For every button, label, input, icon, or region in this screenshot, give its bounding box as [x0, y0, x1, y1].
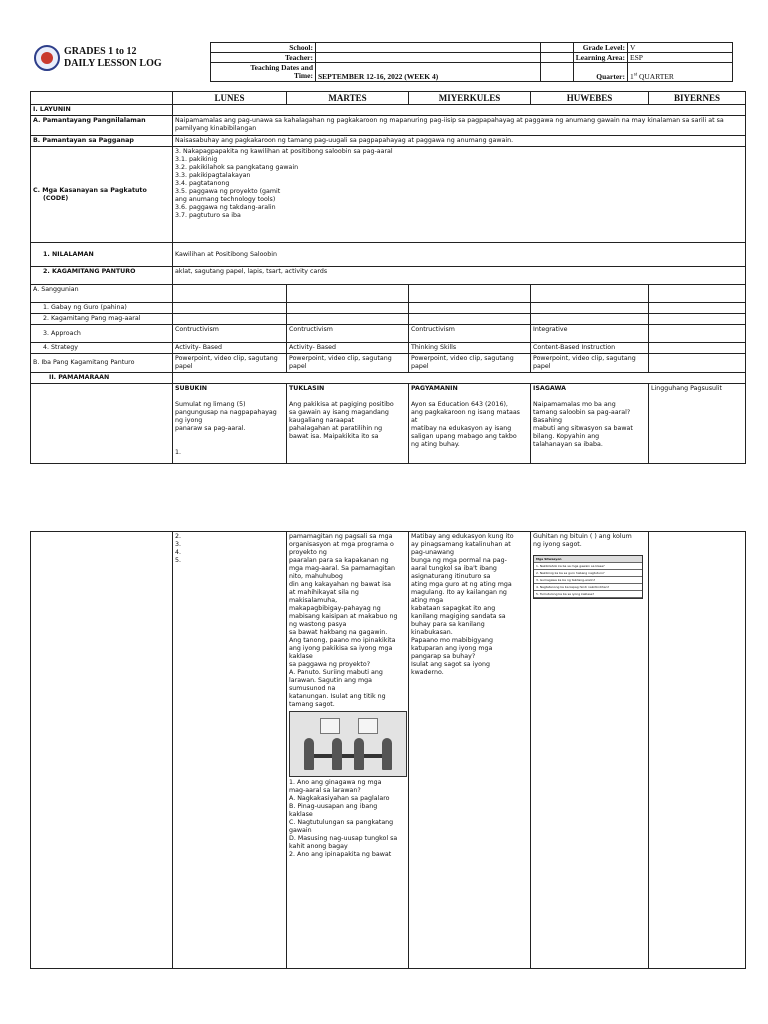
- kasanayan-line: 3.7. pagtuturo sa iba: [175, 212, 241, 219]
- kasanayan-label-2: (CODE): [43, 194, 69, 202]
- subukin-title: SUBUKIN: [175, 385, 208, 392]
- p2-line: Guhitan ng bituin ( ) ang kolum: [533, 533, 632, 540]
- proc-line: [533, 393, 646, 401]
- proc-line: pangungusap na nagpapahayag: [175, 409, 277, 416]
- iba-biyernes: [649, 354, 746, 373]
- nilalaman-text: Kawilihan at Positibong Saloobin: [173, 243, 746, 267]
- proc-line: talahanayan sa ibaba.: [533, 441, 603, 448]
- school-value: [316, 43, 574, 53]
- proc-line: [175, 393, 284, 401]
- day-miyerkules: MIYERKULES: [409, 92, 531, 105]
- proc-line: ng iyong: [175, 417, 203, 424]
- strategy-martes: Activity- Based: [287, 343, 409, 354]
- proc-line: bilang. Kopyahin ang: [533, 433, 600, 440]
- p2-line: magulang. Ito ay kailangan ng: [411, 589, 507, 596]
- p2-line: ng wastong pasya: [289, 621, 347, 628]
- p2-line: asignaturang itinuturo sa: [411, 573, 491, 580]
- p2-line: proyekto ng: [289, 549, 327, 556]
- p2-line: kwaderno.: [411, 669, 444, 676]
- pagyamanin-title: PAGYAMANIN: [411, 385, 458, 392]
- p2-line: Matibay ang edukasyon kung ito: [411, 533, 514, 540]
- kasanayan-line: 3.5. paggawa ng proyekto (gamit: [175, 188, 281, 195]
- p2-biyernes: [649, 532, 746, 969]
- kasanayan-line: 3.3. pakikipagtalakayan: [175, 172, 251, 179]
- proc-line: matibay na edukasyon ay isang: [411, 425, 512, 432]
- layunin-blank: [173, 105, 746, 116]
- pamamaraan-label: II. PAMAMARAAN: [31, 373, 173, 384]
- p2-line: organisasyon at mga programa o: [289, 541, 394, 548]
- p2-line: 5.: [175, 557, 182, 564]
- proc-line: [175, 433, 284, 441]
- strategy-biyernes: [649, 343, 746, 354]
- proc-line: at: [411, 417, 418, 424]
- proc-line: sa gawain ay isang magandang: [289, 409, 389, 416]
- student-figure: [304, 738, 314, 770]
- proc-line: mabuti ang sitwasyon sa bawat: [533, 425, 633, 432]
- p2-line: ay pinagsamang katalinuhan at: [411, 541, 511, 548]
- deped-seal-logo: [34, 45, 60, 71]
- window-shape: [358, 718, 378, 734]
- title-line-2: DAILY LESSON LOG: [64, 58, 162, 69]
- p2-line: kabataan sapagkat ito ang: [411, 605, 496, 612]
- gabay-label: 1. Gabay ng Guro (pahina): [31, 303, 173, 314]
- p2-line: D. Masusing nag-uusap tungkol sa: [289, 835, 398, 842]
- cell-blank: [531, 303, 649, 314]
- p2-line: Isulat ang sagot sa iyong: [411, 661, 490, 668]
- p2-line: larawan. Sagutin ang mga: [289, 677, 372, 684]
- p2-line: 4.: [175, 549, 182, 556]
- p2-line: pamamagitan ng pagsali sa mga: [289, 533, 393, 540]
- p2-line: gawain: [289, 827, 312, 834]
- school-label: School:: [211, 43, 316, 53]
- lesson-grid-page2: [30, 531, 746, 969]
- iba-label: B. Iba Pang Kagamitang Panturo: [31, 354, 173, 373]
- cell-blank: [287, 314, 409, 325]
- cell-blank: [287, 303, 409, 314]
- p2-line: ating mga guro at ng ating mga: [411, 581, 512, 588]
- tuklasin-title: TUKLASIN: [289, 385, 325, 392]
- proc-line: bawat isa. Maipakikita ito sa: [289, 433, 379, 440]
- approach-miyerkules: Contructivism: [409, 325, 531, 343]
- lesson-grid-page1: [30, 91, 746, 464]
- mini-row: 5. Tumutulong ka ba sa iyong kaklase?: [534, 591, 642, 598]
- approach-huwebes: Integrative: [531, 325, 649, 343]
- p2-line: kaklase: [289, 811, 313, 818]
- cell-blank: [531, 285, 649, 303]
- p2-martes: [287, 532, 409, 969]
- layunin-label: I. LAYUNIN: [31, 105, 173, 116]
- dates-label: [211, 63, 316, 82]
- cell-blank: [173, 303, 287, 314]
- p2-line: aaral tungkol sa iba't ibang: [411, 565, 497, 572]
- p2-line: makapagbibigay-pahayag ng: [289, 605, 381, 612]
- dates-label-2: Time:: [293, 71, 313, 80]
- proc-lunes: [173, 384, 287, 464]
- proc-martes: [287, 384, 409, 464]
- proc-huwebes: [531, 384, 649, 464]
- header-left-table: [210, 42, 574, 82]
- pagganap-text: Naisasabuhay ang pagkakaroon ng tamang pag-uugali sa pagpapahayag at paggawa ng anumang gawain.: [173, 136, 746, 147]
- proc-line: [289, 393, 406, 401]
- kagamitan-text: aklat, sagutang papel, lapis, tsart, activity cards: [173, 267, 746, 285]
- sanggunian-label: A. Sanggunian: [31, 285, 173, 303]
- proc-biyernes: Lingguhang Pagsusulit: [649, 384, 746, 464]
- pagganap-label: B. Pamantayan sa Pagganap: [31, 136, 173, 147]
- p2-line: mag-aaral sa larawan?: [289, 787, 361, 794]
- p2-line: sa paggawa ng proyekto?: [289, 661, 371, 668]
- p2-line: sa bawat hakbang na gagawin.: [289, 629, 388, 636]
- p2-line: nito, mahuhubog: [289, 573, 343, 580]
- p2-line: katanungan. Isulat ang titik ng: [289, 693, 386, 700]
- p2-line: mga mag-aaral. Sa pamamagitan: [289, 565, 395, 572]
- p2-line: ang iyong pakikisa sa iyong mga: [289, 645, 393, 652]
- quarter-value: [628, 63, 733, 82]
- strategy-label: 4. Strategy: [31, 343, 173, 354]
- cell-blank: [409, 314, 531, 325]
- cell-blank: [173, 285, 287, 303]
- window-shape: [320, 718, 340, 734]
- p2-line: tamang sagot.: [289, 701, 335, 708]
- proc-line: [411, 393, 528, 401]
- cell-blank: [409, 303, 531, 314]
- title-line-1: GRADES 1 to 12: [64, 46, 137, 57]
- p2-line: at mahihikayat sila ng: [289, 589, 359, 596]
- p2-line: B. Pinag-uusapan ang ibang: [289, 803, 378, 810]
- kasanayan-line: 3.2. pakikilahok sa pangkatang gawain: [175, 164, 299, 171]
- header-right-table: [540, 42, 733, 82]
- kasanayan-label: [31, 147, 173, 243]
- kasanayan-line: 3. Nakapagpapakita ng kawilihan at positibong saloobin sa pag-aaral: [175, 148, 393, 155]
- cell-blank: [649, 303, 746, 314]
- proc-line: saligan upang mabago ang takbo: [411, 433, 517, 440]
- strategy-huwebes: Content-Based Instruction: [531, 343, 649, 354]
- p2-line: din ang kakayahan ng bawat isa: [289, 581, 392, 588]
- kasanayan-line: 3.1. pakikinig: [175, 156, 218, 163]
- strategy-miyerkules: Thinking Skills: [409, 343, 531, 354]
- kasanayan-list: [173, 147, 746, 243]
- student-figure: [382, 738, 392, 770]
- pamamaraan-blank: [173, 373, 746, 384]
- mini-row: 3. Gumagawa ka ba ng takdang-aralin?: [534, 577, 642, 584]
- dates-value: SEPTEMBER 12-16, 2022 (WEEK 4): [316, 63, 574, 82]
- mini-row: 4. Nagtatanong ka ba kapag hindi naiintindihan?: [534, 584, 642, 591]
- p2-line: kaklase: [289, 653, 313, 660]
- day-biyernes: BIYERNES: [649, 92, 746, 105]
- p2-line: buhay para sa kanilang: [411, 621, 485, 628]
- kasanayan-label-1: C. Mga Kasanayan sa Pagkatuto: [33, 186, 147, 194]
- cell-blank: [531, 314, 649, 325]
- students-working-illustration: [289, 711, 407, 777]
- p2-line: pangarap sa buhay?: [411, 653, 476, 660]
- proc-line: ng ating buhay.: [411, 441, 460, 448]
- proc-miyerkules: [409, 384, 531, 464]
- approach-martes: Contructivism: [287, 325, 409, 343]
- iba-miyerkules: Powerpoint, video clip, sagutang papel: [409, 354, 531, 373]
- day-martes: MARTES: [287, 92, 409, 105]
- p2-line: A. Nagkakasiyahan sa paglalaro: [289, 795, 390, 802]
- iba-lunes: Powerpoint, video clip, sagutang papel: [173, 354, 287, 373]
- sitwasyon-mini-table: [533, 555, 643, 599]
- grade-label: Grade Level:: [541, 43, 628, 53]
- p2-line: paaralan para sa kapakanan ng: [289, 557, 389, 564]
- dates-label-1: Teaching Dates and: [250, 63, 313, 72]
- kasanayan-line: ang anumang technology tools): [175, 196, 276, 203]
- p2-line: sumusunod na: [289, 685, 336, 692]
- day-huwebes: HUWEBES: [531, 92, 649, 105]
- p2-huwebes: [531, 532, 649, 969]
- p2-line: Ang tanong, paano mo ipinakikita: [289, 637, 396, 644]
- cell-blank: [287, 285, 409, 303]
- student-figure: [332, 738, 342, 770]
- proc-line: Basahing: [533, 417, 563, 424]
- proc-line: 1.: [175, 449, 182, 456]
- p2-line: mabisang kaisipan at makabuo ng: [289, 613, 398, 620]
- proc-line: Naipamamalas mo ba ang: [533, 401, 616, 408]
- area-label: Learning Area:: [541, 53, 628, 63]
- pamantayang-label: A. Pamantayang Pangnilalaman: [31, 116, 173, 136]
- page-title: [64, 46, 162, 70]
- p2-line: katuparan ang iyong mga: [411, 645, 493, 652]
- p2-line: A. Panuto. Suriing mabuti ang: [289, 669, 383, 676]
- mini-row: Mga Sitwasyon: [534, 556, 642, 563]
- quarter-sup: st: [633, 72, 638, 78]
- proc-line: Ang pakikisa at pagiging positibo: [289, 401, 394, 408]
- pamantayang-text: Naipamamalas ang pag-unawa sa kahalagahan ng pagkakaroon ng mapanuring pag-iisip sa pagpapahayag at paggawa ng anumang gawain na may kinalaman sa sarili at sa pamilyang kinabibilangan: [173, 116, 746, 136]
- p2-line: kinabukasan.: [411, 629, 453, 636]
- quarter-label: Quarter:: [541, 63, 628, 82]
- proc-label-blank: [31, 384, 173, 464]
- strategy-lunes: Activity- Based: [173, 343, 287, 354]
- p2-lunes: [173, 532, 287, 969]
- proc-line: Ayon sa Education 643 (2016),: [411, 401, 508, 408]
- student-figure: [354, 738, 364, 770]
- approach-label: 3. Approach: [31, 325, 173, 343]
- cell-blank: [173, 314, 287, 325]
- p2-line: pag-unawang: [411, 549, 454, 556]
- cell-blank: [649, 314, 746, 325]
- p2-line: kanilang magiging sandata sa: [411, 613, 506, 620]
- p2-label-blank: [31, 532, 173, 969]
- p2-line: Papaano mo mabibigyang: [411, 637, 493, 644]
- proc-line: Sumulat ng limang (5): [175, 401, 246, 408]
- mini-row: 2. Nakikinig ka ba sa guro habang nagtuturo?: [534, 570, 642, 577]
- kasanayan-line: 3.4. pagtatanong: [175, 180, 230, 187]
- table-shape: [310, 754, 386, 758]
- approach-lunes: Contructivism: [173, 325, 287, 343]
- corner-cell: [31, 92, 173, 105]
- teacher-label: Teacher:: [211, 53, 316, 63]
- isagawa-title: ISAGAWA: [533, 385, 567, 392]
- iba-huwebes: Powerpoint, video clip, sagutang papel: [531, 354, 649, 373]
- p2-line: ng iyong sagot.: [533, 541, 582, 548]
- proc-line: kaugaliang naraapat: [289, 417, 355, 424]
- iba-martes: Powerpoint, video clip, sagutang papel: [287, 354, 409, 373]
- area-value: ESP: [628, 53, 733, 63]
- kasanayan-line: 3.6. paggawa ng takdang-aralin: [175, 204, 276, 211]
- proc-line: ang pagkakaroon ng isang mataas: [411, 409, 520, 416]
- proc-line: pahalagahan at paratilihin ng: [289, 425, 383, 432]
- grade-value: V: [628, 43, 733, 53]
- p2-line: kahit anong bagay: [289, 843, 348, 850]
- quarter-rest: QUARTER: [637, 72, 674, 81]
- p2-miyerkules: [409, 532, 531, 969]
- nilalaman-label: 1. NILALAMAN: [31, 243, 173, 267]
- p2-line: 1. Ano ang ginagawa ng mga: [289, 779, 382, 786]
- proc-line: panaraw sa pag-aaral.: [175, 425, 246, 432]
- p2-line: makisalamuha,: [289, 597, 338, 604]
- kagamitan-mag-label: 2. Kagamitang Pang mag-aaral: [31, 314, 173, 325]
- p2-line: C. Nagtutulungan sa pangkatang: [289, 819, 394, 826]
- quarter-num: 1: [630, 72, 634, 81]
- p2-line: ating mga: [411, 597, 444, 604]
- proc-line: tamang saloobin sa pag-aaral?: [533, 409, 631, 416]
- p2-line: 3.: [175, 541, 182, 548]
- cell-blank: [649, 285, 746, 303]
- p2-line: bunga ng mga pormal na pag-: [411, 557, 507, 564]
- proc-line: [175, 441, 284, 449]
- p2-line: 2.: [175, 533, 182, 540]
- day-lunes: LUNES: [173, 92, 287, 105]
- cell-blank: [409, 285, 531, 303]
- mini-row: 1. Nakikilahok ka ba sa mga gawain sa klase?: [534, 563, 642, 570]
- p2-line: 2. Ano ang ipinapakita ng bawat: [289, 851, 392, 858]
- approach-biyernes: [649, 325, 746, 343]
- teacher-value: [316, 53, 574, 63]
- kagamitan-label: 2. KAGAMITANG PANTURO: [31, 267, 173, 285]
